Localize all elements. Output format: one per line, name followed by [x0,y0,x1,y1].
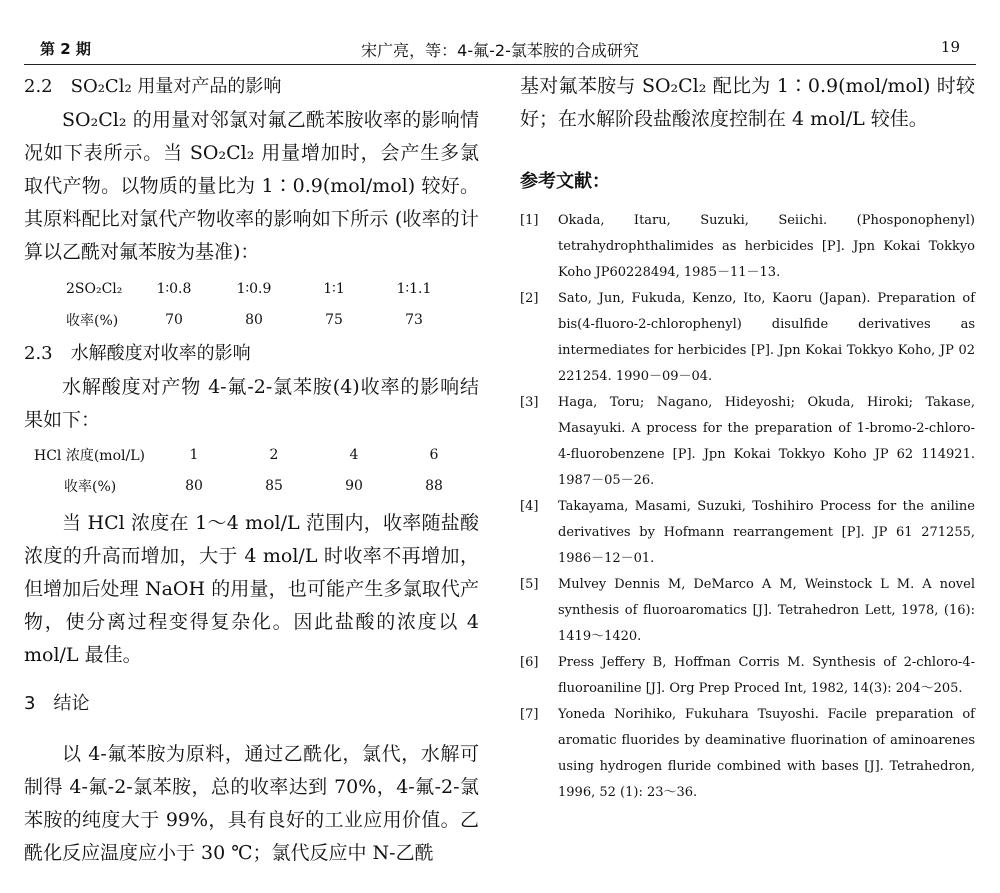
reference-number: [1] [520,213,539,228]
reference-number: [5] [520,577,539,592]
table-cell: 收率(%) [64,478,117,495]
reference-item [520,208,975,286]
right-column [520,70,975,806]
table-cell: 85 [265,477,283,494]
table-row [34,470,474,501]
reference-number: [4] [520,499,539,514]
reference-text: Takayama, Masami, Suzuki, Toshihiro Process for the aniline derivatives by Hofmann rearrangement [P]. JP 61 271255, 1986－12－01. [558,499,975,566]
section-2-3-paragraph: 水解酸度对产物 4-氟-2-氯苯胺(4)收率的影响结果如下： [24,376,479,431]
table-cell: 1∶1 [323,280,345,297]
table-row [66,304,454,335]
table-cell: 1 [189,446,199,463]
table-cell: 75 [325,311,343,328]
table-row [34,439,474,470]
table-cell: 2 [269,446,279,463]
reference-text: Haga, Toru; Nagano, Hideyoshi; Okuda, Hiroki; Takase, Masayuki. A process for the preparation of 1-bromo-2-chloro-4-fluorobenzene [P]. Jpn Kokai Tokkyo Koho JP 62 114921. 1987－05－26. [558,395,975,488]
reference-number: [2] [520,291,539,306]
table-cell: 73 [405,311,423,328]
reference-number: [6] [520,655,539,670]
reference-text: Sato, Jun, Fukuda, Kenzo, Ito, Kaoru (Japan). Preparation of bis(4-fluoro-2-chlorophenyl) disulfide derivatives as intermediates for herbicides [P]. Jpn Kokai Tokkyo Koho, JP 02 221254. 1990－09－04. [558,291,975,384]
hcl-yield-table [34,439,474,501]
table-cell: 1∶0.9 [236,280,272,297]
table-cell: 1∶1.1 [396,280,432,297]
reference-text: Okada, Itaru, Suzuki, Seiichi. (Phosponophenyl) tetrahydrophthalimides as herbicides [P]. Jpn Kokai Tokkyo Koho JP60228494, 1985－11－13. [558,213,975,280]
table-cell: 6 [429,446,439,463]
reference-item [520,494,975,572]
table-cell: 80 [245,311,263,328]
table-cell: 4 [349,446,359,463]
section-2-2-paragraph: SO₂Cl₂ 的用量对邻氯对氟乙酰苯胺收率的影响情况如下表所示。当 SO₂Cl₂ 用量增加时，会产生多氯取代产物。以物质的量比为 1∶0.9(mol/mol) 较好。其原料配比对氯代产物收率的影响如下所示 (收率的计算以乙酰对氟苯胺为基准)： [24,109,479,263]
conclusion-paragraph: 以 4-氟苯胺为原料，通过乙酰化，氯代，水解可制得 4-氟-2-氯苯胺，总的收率达到 70%，4-氟-2-氯苯胺的纯度大于 99%，具有良好的工业应用价值。乙酰化反应温度应小于 30 ℃；氯代反应中 N-乙酰 [24,743,479,864]
left-column [24,70,479,870]
reference-list [520,208,975,806]
table-cell: 88 [425,477,443,494]
table-cell: HCl 浓度(mol/L) [34,447,145,464]
issue-number: 第 2 期 [40,40,91,58]
running-title: 宋广亮，等：4-氟-2-氯苯胺的合成研究 [361,41,639,60]
table-cell: 1∶0.8 [156,280,192,297]
header-rule [24,64,976,65]
section-2-3-title: 2.3 水解酸度对收率的影响 [24,343,251,364]
reference-item [520,390,975,494]
section-2-2-title: 2.2 SO₂Cl₂ 用量对产品的影响 [24,76,282,97]
reference-text: Mulvey Dennis M, DeMarco A M, Weinstock L M. A novel synthesis of fluoroaromatics [J]. Tetrahedron Lett, 1978, (16): 1419～1420. [558,577,975,644]
ratio-yield-table [66,273,454,335]
reference-text: Press Jeffery B, Hoffman Corris M. Synthesis of 2-chloro-4-fluoroaniline [J]. Org Prep Proced Int, 1982, 14(3): 204～205. [558,655,975,696]
table-row [66,273,454,304]
section-3-title: 3 结论 [24,693,90,714]
reference-item [520,650,975,702]
references-title: 参考文献： [520,171,610,192]
table-cell: 90 [345,477,363,494]
section-2-3-paragraph-2: 当 HCl 浓度在 1～4 mol/L 范围内，收率随盐酸浓度的升高而增加，大于 4 mol/L 时收率不再增加，但增加后处理 NaOH 的用量，也可能产生多氯取代产物，使分离过程变得复杂化。因此盐酸的浓度以 4 mol/L 最佳。 [24,512,479,666]
table-cell: 80 [185,477,203,494]
table-cell: 收率(%) [66,312,119,329]
reference-item [520,702,975,806]
page-header [0,0,1000,66]
page-number: 19 [940,38,960,56]
conclusion-continued: 基对氟苯胺与 SO₂Cl₂ 配比为 1∶0.9(mol/mol) 时较好；在水解阶段盐酸浓度控制在 4 mol/L 较佳。 [520,75,975,130]
table-cell: 70 [165,311,183,328]
table-cell: 2SO₂Cl₂ [66,280,123,297]
reference-text: Yoneda Norihiko, Fukuhara Tsuyoshi. Facile preparation of aromatic fluorides by deaminative fluorination of aminoarenes using hydrogen fluride combined with bases [J]. Tetrahedron, 1996, 52 (1): 23～36. [558,707,975,800]
reference-number: [7] [520,707,539,722]
reference-item [520,286,975,390]
reference-item [520,572,975,650]
reference-number: [3] [520,395,539,410]
